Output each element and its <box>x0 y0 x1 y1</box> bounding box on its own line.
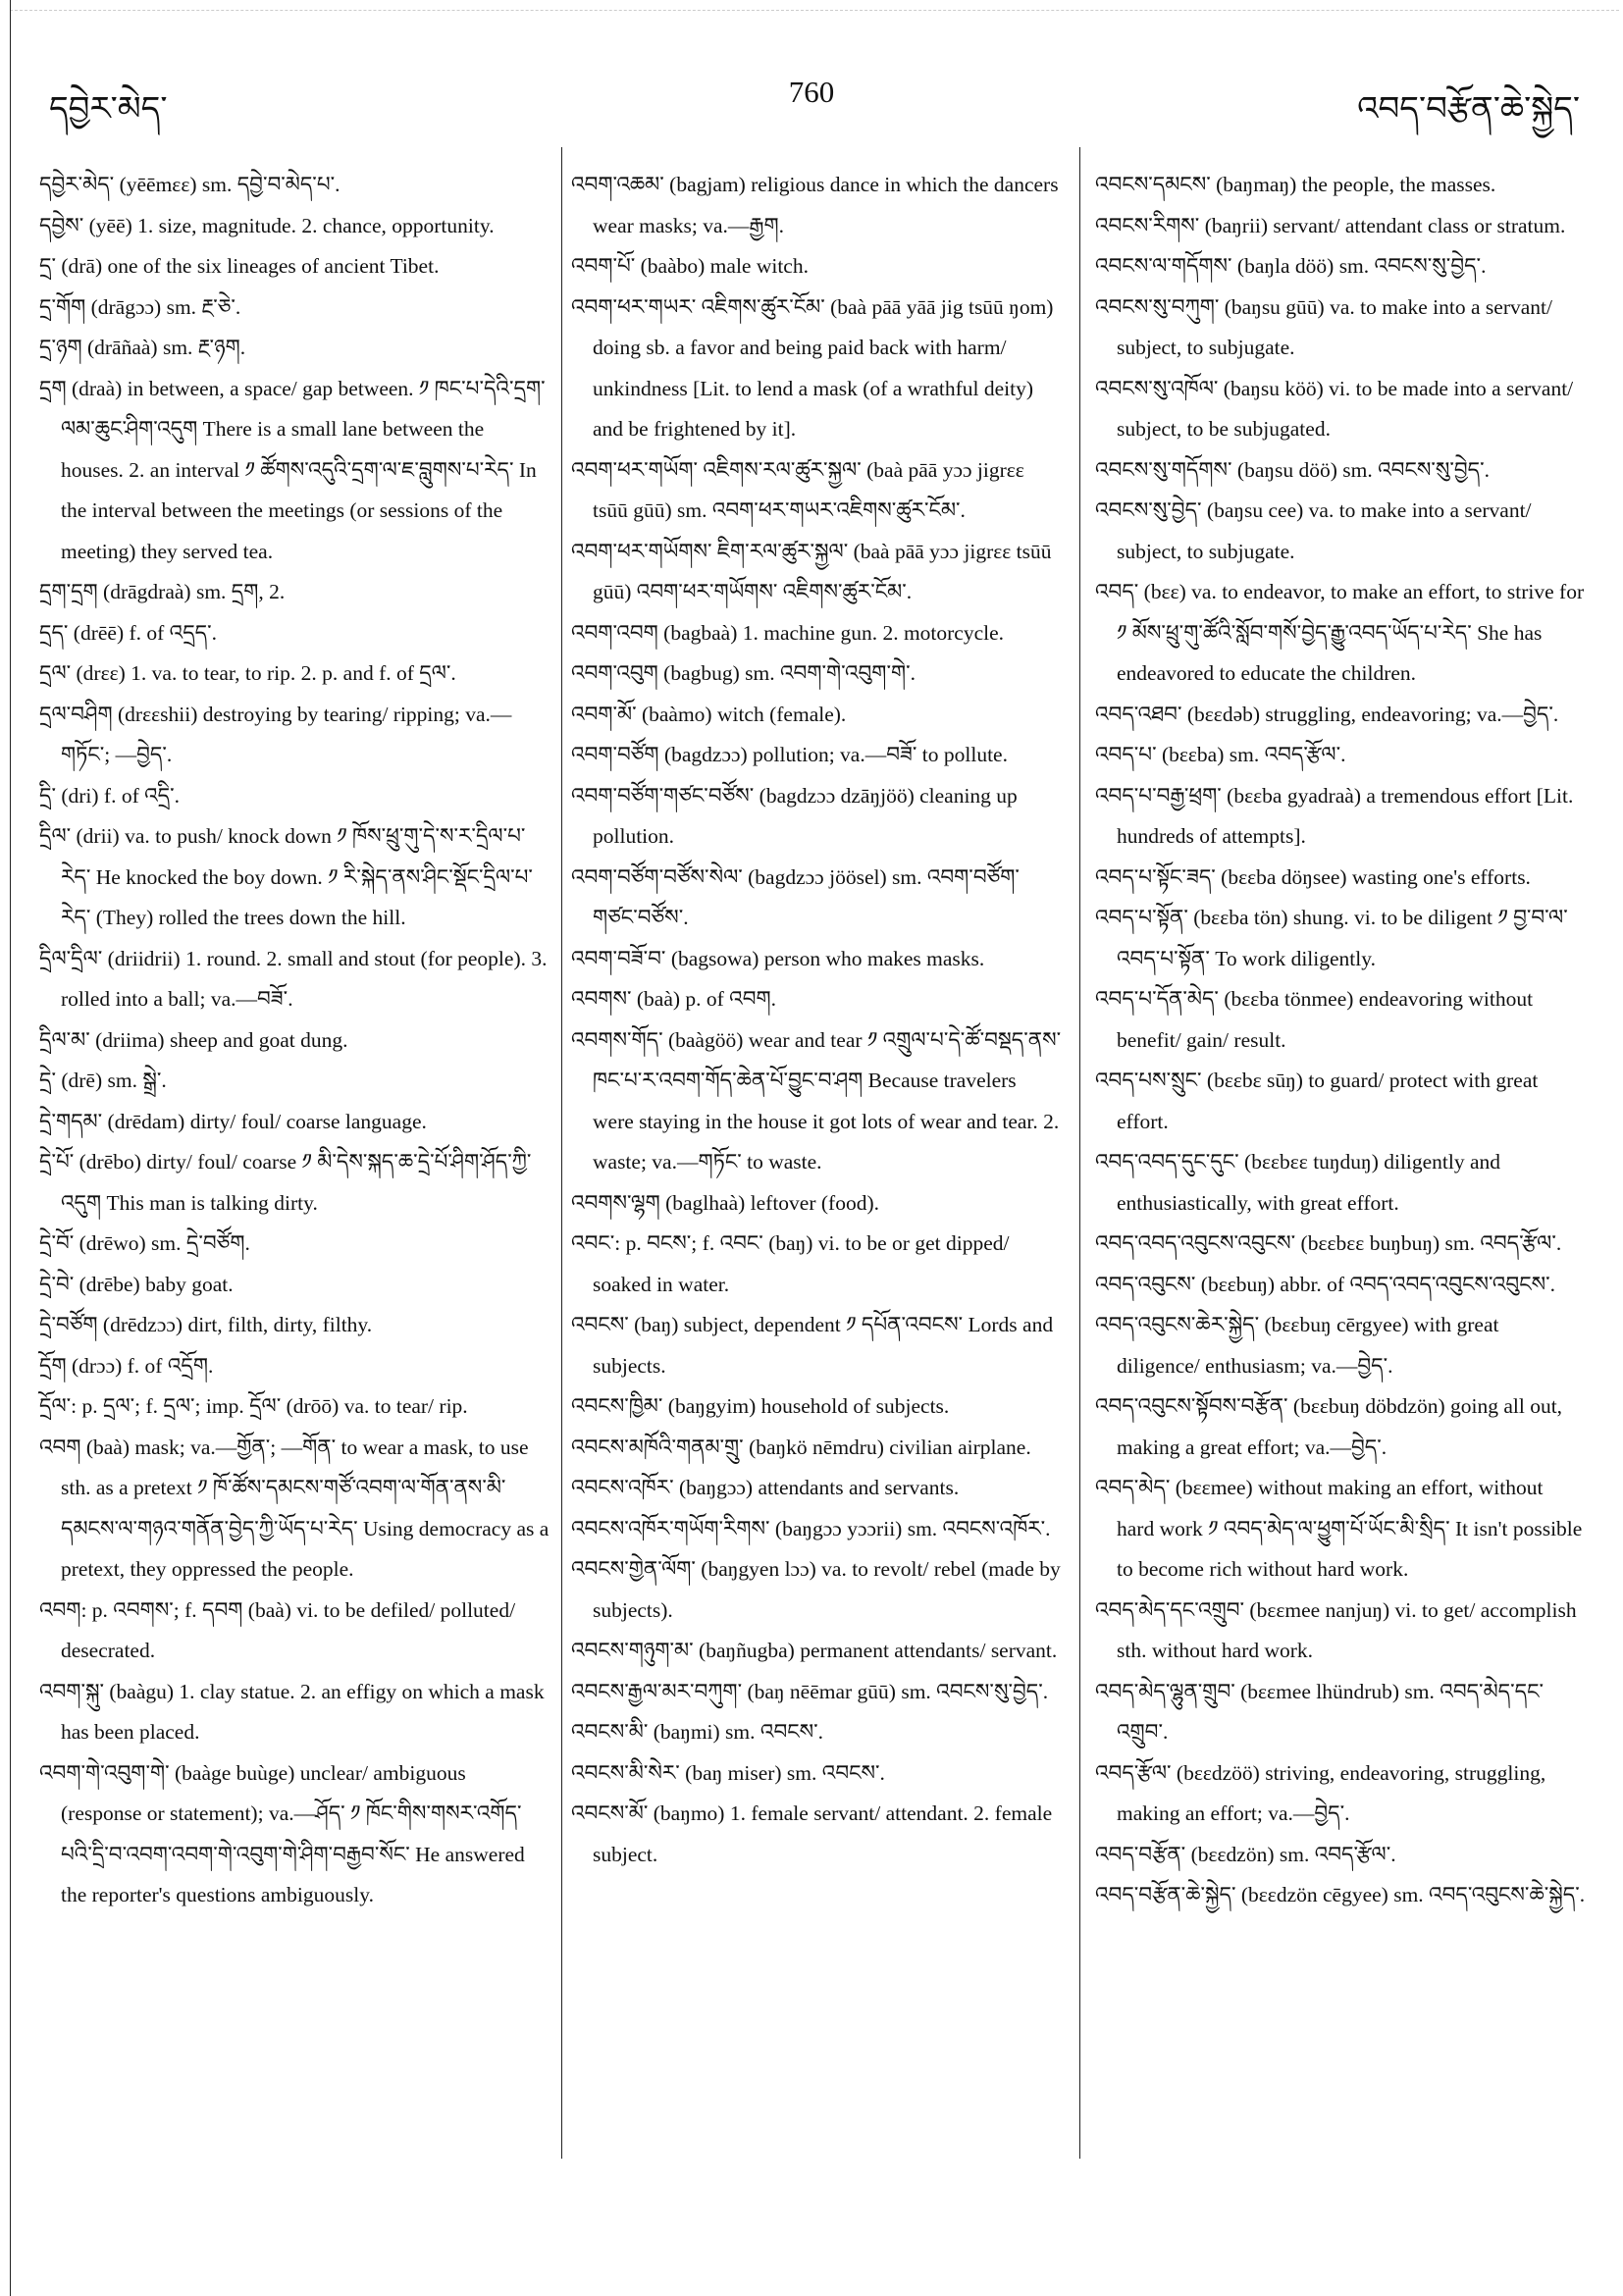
left-running-head: དབྱེར་མེད་ <box>49 89 168 129</box>
dictionary-entry: འབད་ (bɛɛ) va. to endeavor, to make an effort, to strive for ༡ མོས་ཕྲུ་གུ་ཚོའི་སློབ་གསོ་བྱེད་རྒྱུ་འབད་ཡོད་པ་རེད་ She has endeavored to educate the children. <box>1095 580 1585 685</box>
dictionary-entry: འབག་ཕར་གཡར་ འཇིགས་ཚུར་ངོམ་ (baà pāā yāā jig tsūū ŋom) doing sb. a favor and being paid back with harm/ unkindness [Lit. to lend a mask (of a wrathful deity) and be frightened by it]. <box>571 294 1054 441</box>
dictionary-entry: དྲི་ (dri) f. of འདྲི་. <box>39 783 180 808</box>
dictionary-entry: དྲ་གོག (drāgɔɔ) sm. རྔ་ཅེ་. <box>39 294 241 319</box>
dictionary-entry: འབག་བཙོག (bagdzɔɔ) pollution; va.—བཟོ་ to pollute. <box>571 743 1008 766</box>
dictionary-entry: དྲག (draà) in between, a space/ gap between. ༡ ཁང་པ་དེའི་དྲག་ལམ་ཆུང་ཤིག་འདུག There is a small lane between the houses. 2. an interval ༡ ཚོགས་འདུའི་དྲག་ལ་ཇ་བླུགས་པ་རེད་ In the interval between the meetings (or sessions of the meeting) they served tea. <box>39 376 546 563</box>
dictionary-entry: དྲེ་བོ་ (drēwo) sm. དྲེ་བཙོག. <box>39 1231 250 1255</box>
dictionary-column-2 <box>571 165 1062 1875</box>
dictionary-entry: དབྱེར་མེད་ (yēēmɛɛ) sm. དབྱེ་བ་མེད་པ་. <box>39 173 340 196</box>
column-divider-2 <box>1079 147 1080 2159</box>
dictionary-entry: འབད་འབད་འབུངས་འབུངས་ (bɛɛbɛɛ buŋbuŋ) sm. འབད་རྩོལ་. <box>1095 1231 1562 1255</box>
dictionary-column-1 <box>39 165 551 1916</box>
dictionary-entry: དྲེ་ (drē) sm. སྒྲེ་. <box>39 1069 167 1092</box>
dictionary-entry: འབངས་རིགས་ (baŋrii) servant/ attendant class or stratum. <box>1095 213 1566 237</box>
dictionary-entry: འབད་མེད་ལྷུན་གྲུབ་ (bɛɛmee lhündrub) sm. འབད་མེད་དང་འགྲུབ་. <box>1095 1679 1544 1744</box>
dictionary-entry: འབངས་སུ་འཁོལ་ (baŋsu köö) vi. to be made into a servant/ subject, to be subjugated. <box>1095 376 1574 441</box>
dictionary-entry: འབད་མེད་ (bɛɛmee) without making an effort, without hard work ༡ འབད་མེད་ལ་ཕྱུག་པོ་ཡོང་མི་སྲིད་ It isn't possible to become rich without hard work. <box>1095 1476 1583 1581</box>
dictionary-entry: འབག་སྐུ་ (baàgu) 1. clay statue. 2. an effigy on which a mask has been placed. <box>39 1679 545 1744</box>
dictionary-entry: འབད་པ་སྟོན་ (bɛɛba tön) shung. vi. to be diligent ༡ བྱ་བ་ལ་འབད་པ་སྟོན་ To work diligently. <box>1095 906 1568 970</box>
dictionary-entry: དྲལ་ (drɛɛ) 1. va. to tear, to rip. 2. p. and f. of དྲལ་. <box>39 661 456 685</box>
dictionary-entry: དྲག་དྲག (drāgdraà) sm. དྲག, 2. <box>39 580 286 603</box>
dictionary-entry: འབངས་དམངས་ (baŋmaŋ) the people, the masses. <box>1095 173 1496 196</box>
dictionary-entry: འབངས་མཁོའི་གནམ་གྲུ་ (baŋkö nēmdru) civilian airplane. <box>571 1435 1031 1459</box>
dictionary-entry: འབངས་སུ་གདོགས་ (baŋsu döö) sm. འབངས་སུ་བྱེད་. <box>1095 457 1491 482</box>
dictionary-entry: འབག་བཙོག་གཙང་བཙོས་ (bagdzɔɔ dzāŋjöö) cleaning up pollution. <box>571 783 1018 848</box>
dictionary-entry: འབག་འབག (bagbaà) 1. machine gun. 2. motorcycle. <box>571 620 1005 645</box>
dictionary-entry: དྲིལ་དྲིལ་ (driidrii) 1. round. 2. small and stout (for people). 3. rolled into a ball; va.—བཟོ་. <box>39 946 548 1011</box>
dictionary-entry: འབད་འཐབ་ (bɛɛdəb) struggling, endeavoring; va.—བྱེད་. <box>1095 702 1559 726</box>
dictionary-entry: འབག་ཕར་གཡོགས་ ཇིག་རལ་ཚུར་སྐྱལ་ (baà pāā yɔɔ jigrɛɛ tsūū gūū) འབག་ཕར་གཡོགས་ འཇིགས་ཚུར་ངོམ་. <box>571 539 1052 603</box>
dictionary-entry: འབད་འབད་དུང་དུང་ (bɛɛbɛɛ tuŋduŋ) diligently and enthusiastically, with great effort. <box>1095 1150 1501 1215</box>
dictionary-entry: འབག: p. འབགས་; f. དབག (baà) vi. to be defiled/ polluted/ desecrated. <box>39 1597 516 1662</box>
dictionary-entry: འབངས་མི་ (baŋmi) sm. འབངས་. <box>571 1720 824 1744</box>
dictionary-entry: འབགས་ལྷག (baglhaà) leftover (food). <box>571 1190 879 1215</box>
dictionary-entry: དྲོག (drɔɔ) f. of འདྲོག. <box>39 1353 214 1378</box>
dictionary-entry: དྲེ་བེ་ (drēbe) baby goat. <box>39 1272 234 1296</box>
dictionary-entry: འབད་པ་སྟོང་ཟད་ (bɛɛba döŋsee) wasting one's efforts. <box>1095 864 1531 889</box>
dictionary-entry: དྲལ་བཤིག (drɛɛshii) destroying by tearing/ ripping; va.— གཏོང་; —བྱེད་. <box>39 702 512 766</box>
dictionary-entry: འབགས་གོད་ (baàgöö) wear and tear ༡ འགྲུལ་པ་དེ་ཚོ་བསྡད་ནས་ཁང་པ་ར་འབག་གོད་ཆེན་པོ་བྱུང་བ་ཤག Because travelers were staying in the house it got lots of wear and tear. 2. waste; va.—གཏོང་ to waste. <box>571 1027 1062 1174</box>
page-number: 760 <box>788 75 835 109</box>
dictionary-entry: འབངས་འཁོར་ (baŋgɔɔ) attendants and servants. <box>571 1476 960 1499</box>
dictionary-entry: འབད་པ་དོན་མེད་ (bɛɛba tönmee) endeavoring without benefit/ gain/ result. <box>1095 987 1534 1052</box>
dictionary-entry: འབག་མོ་ (baàmo) witch (female). <box>571 702 847 726</box>
dictionary-entry: དྲེ་པོ་ (drēbo) dirty/ foul/ coarse ༡ མི་དེས་སྐད་ཆ་དྲེ་པོ་ཤིག་ཤོད་ཀྱི་འདུག This man is talking dirty. <box>39 1150 532 1215</box>
dictionary-entry: དྲ་ཉག (drāñaà) sm. རྔ་ཉག. <box>39 336 246 359</box>
dictionary-entry: འབངས་སུ་བཀུག་ (baŋsu gūū) va. to make into a servant/ subject, to subjugate. <box>1095 294 1552 359</box>
dictionary-entry: འབད་མེད་དང་འགྲུབ་ (bɛɛmee nanjuŋ) vi. to get/ accomplish sth. without hard work. <box>1095 1597 1577 1662</box>
dictionary-entry: འབངས་རྒྱལ་མར་བཀུག་ (baŋ nēēmar gūū) sm. འབངས་སུ་བྱེད་. <box>571 1679 1049 1703</box>
dictionary-entry: འབད་པས་སྲུང་ (bɛɛbɛ sūŋ) to guard/ protect with great effort. <box>1095 1069 1539 1133</box>
dictionary-entry: འབག་བཟོ་བ་ (bagsowa) person who makes masks. <box>571 946 985 970</box>
dictionary-entry: འབག་གེ་འབུག་གེ་ (baàge buùge) unclear/ ambiguous (response or statement); va.—ཤོད་ ༡ ཁོང་གིས་གསར་འགོད་པའི་དྲི་བ་འབག་འབག་གེ་འབུག་གེ་ཤིག་བརྒྱབ་སོང་ He answered the reporter's questions ambiguously. <box>39 1760 525 1906</box>
dictionary-entry: འབག་ཕར་གཡོག་ འཇིགས་རལ་ཚུར་སྐྱལ་ (baà pāā yɔɔ jigrɛɛ tsūū gūū) sm. འབག་ཕར་གཡར་འཇིགས་ཚུར་ངོམ་. <box>571 457 1024 522</box>
dictionary-entry: དྲིལ་ (drii) va. to push/ knock down ༡ ཁོས་ཕྲུ་གུ་དེ་ས་ར་དྲིལ་པ་རེད་ He knocked the boy down. ༡ རི་སྐེད་ནས་ཤིང་སྡོང་དྲིལ་པ་རེད་ (They) rolled the trees down the hill. <box>39 824 533 929</box>
dictionary-entry: འབངས་སུ་བྱེད་ (baŋsu cee) va. to make into a servant/ subject, to subjugate. <box>1095 498 1532 563</box>
dictionary-entry: དྲོལ་: p. དྲལ་; f. དྲལ་; imp. དྲོལ་ (drōō) va. to tear/ rip. <box>39 1394 468 1418</box>
dictionary-entry: འབད་བརྩོན་ (bɛɛdzön) sm. འབད་རྩོལ་. <box>1095 1842 1396 1866</box>
dictionary-entry: དྲད་ (drēē) f. of འདྲད་. <box>39 620 218 645</box>
dictionary-entry: འབག་བཙོག་བཙོས་སེལ་ (bagdzɔɔ jöösel) sm. འབག་བཙོག་གཙང་བཙོས་. <box>571 864 1020 929</box>
dictionary-entry: འབངས་ཁྱིམ་ (baŋgyim) household of subjects. <box>571 1394 950 1418</box>
dictionary-entry: འབངས་འཁོར་གཡོག་རིགས་ (baŋgɔɔ yɔɔrii) sm. འབངས་འཁོར་. <box>571 1516 1051 1540</box>
dictionary-entry: དྲེ་བཙོག (drēdzɔɔ) dirt, filth, dirty, filthy. <box>39 1313 373 1336</box>
dictionary-entry: འབད་བརྩོན་ཆེ་སྐྱེད་ (bɛɛdzön cēgyee) sm. འབད་འབུངས་ཆེ་སྐྱེད་. <box>1095 1883 1586 1906</box>
dictionary-entry: འབད་འབུངས་ (bɛɛbuŋ) abbr. of འབད་འབད་འབུངས་འབུངས་. <box>1095 1272 1556 1296</box>
dictionary-entry: དྲ་ (drā) one of the six lineages of ancient Tibet. <box>39 254 440 278</box>
dictionary-entry: འབག་འབུག (bagbug) sm. འབག་གེ་འབུག་གེ་. <box>571 661 916 685</box>
dictionary-entry: དྲེ་གདམ་ (drēdam) dirty/ foul/ coarse language. <box>39 1109 427 1133</box>
top-edge <box>10 10 1619 11</box>
dictionary-entry: འབངས་མོ་ (baŋmo) 1. female servant/ attendant. 2. female subject. <box>571 1801 1053 1866</box>
dictionary-column-3 <box>1095 165 1586 1916</box>
dictionary-entry: འབག (baà) mask; va.—གྱོན་; —གོན་ to wear a mask, to use sth. as a pretext ༡ ཁོ་ཚོས་དམངས་གཙོ་འབག་ལ་གོན་ནས་མི་དམངས་ལ་གཉའ་གནོན་བྱེད་ཀྱི་ཡོད་པ་རེད་ Using democracy as a pretext, they oppressed the people. <box>39 1435 550 1581</box>
dictionary-entry: འབད་པ་ (bɛɛba) sm. འབད་རྩོལ་. <box>1095 743 1346 766</box>
dictionary-entry: འབངས་མི་སེར་ (baŋ miser) sm. འབངས་. <box>571 1760 885 1785</box>
right-running-head: འབད་བརྩོན་ཆེ་སྐྱེད་ <box>1357 89 1580 129</box>
dictionary-entry: འབག་འཆམ་ (bagjam) religious dance in which the dancers wear masks; va.—རྒྱག. <box>571 173 1059 237</box>
column-divider-1 <box>561 147 562 2159</box>
dictionary-entry: འབད་རྩོལ་ (bɛɛdzöö) striving, endeavoring, struggling, making an effort; va.—བྱེད་. <box>1095 1760 1546 1825</box>
dictionary-entry: དྲིལ་མ་ (driima) sheep and goat dung. <box>39 1027 348 1052</box>
dictionary-entry: འབགས་ (baà) p. of འབག. <box>571 987 777 1011</box>
dictionary-entry: དབྱེས་ (yēē) 1. size, magnitude. 2. chance, opportunity. <box>39 213 495 237</box>
dictionary-entry: འབངས་ལ་གདོགས་ (baŋla döö) sm. འབངས་སུ་བྱེད་. <box>1095 254 1487 278</box>
dictionary-entry: འབད་འབུངས་སྟོབས་བརྩོན་ (bɛɛbuŋ döbdzön) going all out, making a great effort; va.—བྱེད་. <box>1095 1394 1563 1459</box>
binding-edge-rule <box>10 0 11 2296</box>
dictionary-entry: འབངས་གཉུག་མ་ (baŋñugba) permanent attendants/ servant. <box>571 1639 1058 1662</box>
dictionary-entry: འབངས་ (baŋ) subject, dependent ༡ དཔོན་འབངས་ Lords and subjects. <box>571 1313 1054 1378</box>
dictionary-entry: འབད་འབུངས་ཆེར་སྐྱེད་ (bɛɛbuŋ cērgyee) with great diligence/ enthusiasm; va.—བྱེད་. <box>1095 1313 1499 1378</box>
dictionary-entry: འབད་པ་བརྒྱ་ཕྲག་ (bɛɛba gyadraà) a tremendous effort [Lit. hundreds of attempts]. <box>1095 783 1574 848</box>
dictionary-entry: འབག་པོ་ (baàbo) male witch. <box>571 254 809 278</box>
dictionary-entry: འབང་: p. བངས་; f. འབང་ (baŋ) vi. to be or get dipped/ soaked in water. <box>571 1231 1010 1296</box>
dictionary-entry: འབངས་གྱེན་ལོག་ (baŋgyen lɔɔ) va. to revolt/ rebel (made by subjects). <box>571 1557 1061 1622</box>
